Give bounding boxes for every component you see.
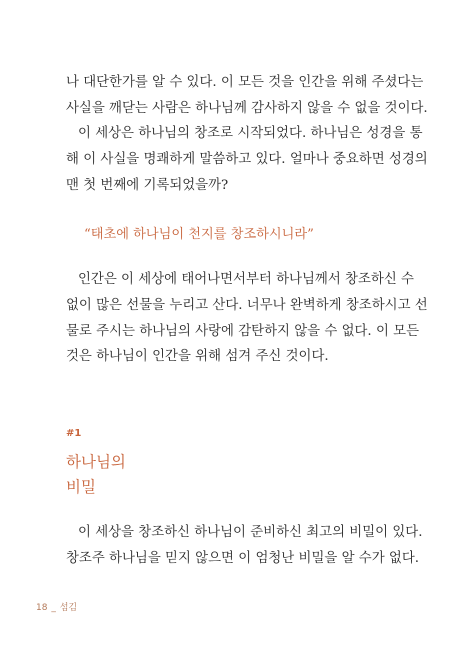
- body-text-line: 인간은 이 세상에 태어나면서부터 하나님께서 창조하신 수: [78, 272, 414, 287]
- body-text-line: 창조주 하나님을 믿지 않으면 이 엄청난 비밀을 알 수가 없다.: [66, 551, 420, 566]
- body-text-line: 것은 하나님이 인간을 위해 섬겨 주신 것이다.: [66, 349, 329, 364]
- footer-separator: _: [51, 603, 56, 613]
- running-title: 섬김: [59, 603, 78, 613]
- body-text-line: 이 세상을 창조하신 하나님이 준비하신 최고의 비밀이 있다.: [78, 525, 423, 540]
- body-text-line: 나 대단한가를 알 수 있다. 이 모든 것을 인간을 위해 주셨다는: [66, 75, 424, 90]
- body-text-line: 없이 많은 선물을 누리고 산다. 너무나 완벽하게 창조하시고 선: [66, 298, 428, 313]
- scripture-quote: “태초에 하나님이 천지를 창조하시니라”: [84, 227, 314, 242]
- body-text-line: 사실을 깨닫는 사람은 하나님께 감사하지 않을 수 없을 것이다.: [66, 101, 428, 116]
- body-text-line: 해 이 사실을 명쾌하게 말씀하고 있다. 얼마나 중요하면 성경의: [66, 152, 428, 167]
- section-title: 하나님의: [66, 453, 126, 471]
- body-text-line: 맨 첫 번째에 기록되었을까?: [66, 178, 229, 193]
- page-number: 18: [36, 603, 48, 613]
- body-text-line: 이 세상은 하나님의 창조로 시작되었다. 하나님은 성경을 통: [78, 126, 423, 141]
- page-footer: [36, 600, 77, 613]
- section-title: 비밀: [66, 478, 96, 496]
- body-text-line: 물로 주시는 하나님의 사랑에 감탄하지 않을 수 없다. 이 모든: [66, 324, 420, 339]
- section-number: #1: [66, 428, 82, 439]
